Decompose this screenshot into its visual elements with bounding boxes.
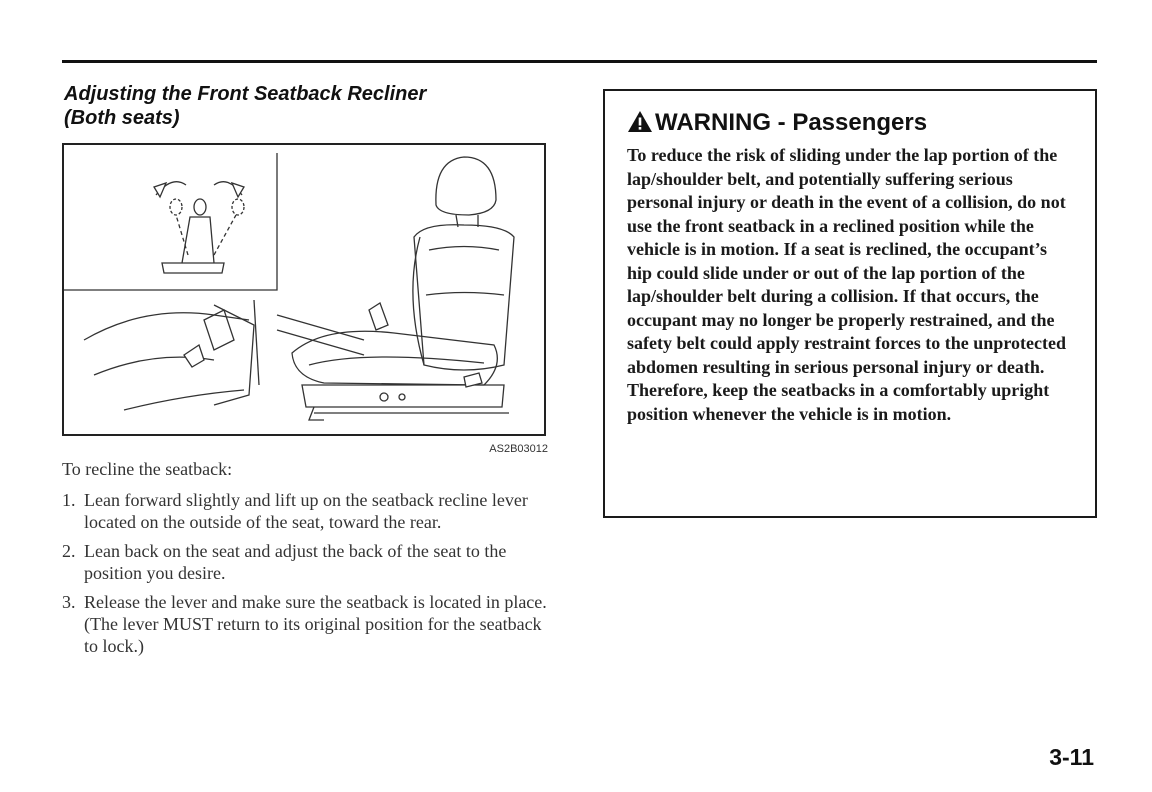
step-text: Release the lever and make sure the seatback is located in place. (The lever MUST return to its original position for the seatback to lock.) (84, 592, 547, 656)
list-item (62, 489, 552, 533)
top-rule (62, 60, 1097, 63)
warning-box (603, 89, 1097, 518)
warning-title (627, 109, 927, 137)
list-item (62, 540, 552, 584)
section-heading-line2: (Both seats) (64, 107, 180, 129)
warning-body: To reduce the risk of sliding under the lap portion of the lap/shoulder belt, and potentially suffering serious personal injury or death in the event of a collision, do not use the front seatback in a reclined position while the vehicle is in motion. If a seat is reclined, the occupant’s hip could slide under or out of the lap portion of the lap/shoulder belt during a collision. If that occurs, the occupant may no longer be properly restrained, and the safety belt could apply restraint forces to the unprotected abdomen resulting in serious personal injury or death. Therefore, keep the seatbacks in a comfortably upright position whenever the vehicle is in motion. (627, 145, 1066, 424)
step-number: 2. (62, 541, 76, 561)
page-number: 3-11 (1049, 744, 1094, 770)
list-item (62, 591, 552, 657)
section-heading (64, 82, 544, 130)
step-number: 3. (62, 592, 76, 612)
step-text: Lean back on the seat and adjust the back of the seat to the position you desire. (84, 541, 507, 583)
instructions-intro: To recline the seatback: (62, 459, 233, 479)
step-text: Lean forward slightly and lift up on the seatback recline lever located on the outside of the seat, toward the rear. (84, 490, 528, 532)
warning-title-text: WARNING - Passengers (655, 109, 928, 136)
section-heading-line1: Adjusting the Front Seatback Recliner (64, 83, 427, 105)
step-number: 1. (62, 490, 76, 510)
instruction-steps (62, 489, 552, 664)
up-arrow-icon (184, 345, 204, 367)
seat-recliner-figure (62, 143, 546, 436)
warning-triangle-icon (627, 110, 653, 133)
seatback-recline-illustration (64, 145, 544, 434)
figure-code: AS2B03012 (489, 443, 548, 455)
